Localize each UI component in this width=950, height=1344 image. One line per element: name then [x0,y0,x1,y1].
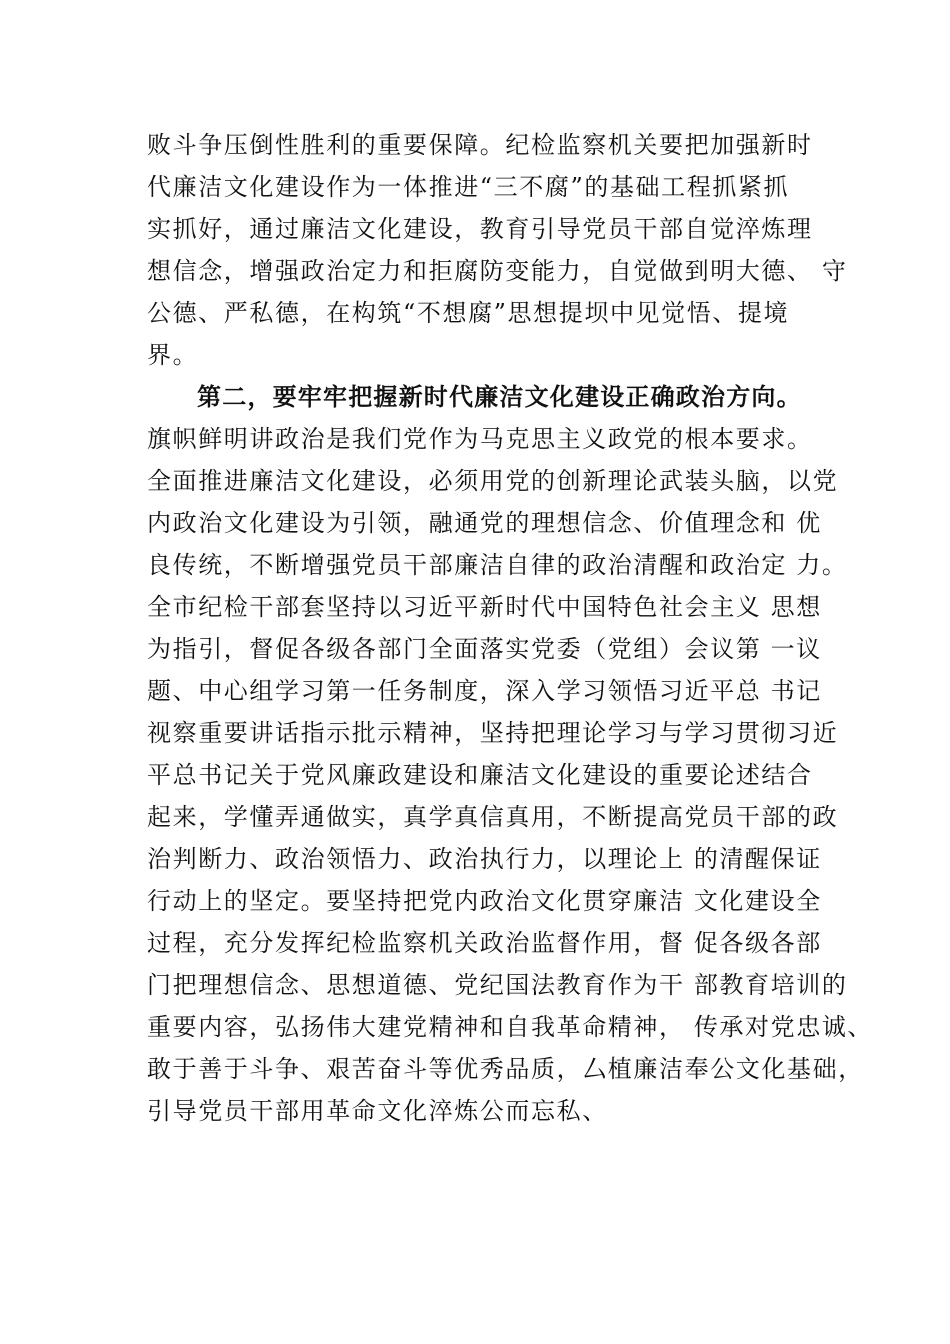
paragraph-line: 引导党员干部用革命文化淬炼公而忘私、 [147,1097,608,1125]
document-body [147,124,874,1132]
paragraph-line: 治判断力、政治领悟力、政治执行力，以理论上 的清醒保证 [147,845,822,873]
paragraph-line: 界。 [147,341,199,369]
paragraph-line: 内政治文化建设为引领，融通党的理想信念、价值理念和 优 [147,509,822,537]
section-heading: 第二，要牢牢把握新时代廉洁文化建设正确政治方向。 [197,382,802,411]
paragraph-line: 行动上的坚定。要坚持把党内政治文化贯穿廉洁 文化建设全 [147,887,822,915]
paragraph-line: 敢于善于斗争、艰苦奋斗等优秀品质，厶植廉洁奉公文化基础， [147,1055,864,1083]
paragraph-line: 门把理想信念、思想道德、党纪国法教育作为干 部教育培训的 [147,971,848,999]
paragraph-line: 公德、严私德，在构筑“不想腐”思想提坝中见觉悟、提境 [147,299,790,327]
paragraph-line: 全市纪检干部套坚持以习近平新时代中国特色社会主义 思想 [147,593,822,621]
paragraph-line: 题、中心组学习第一任务制度，深入学习领悟习近平总 书记 [147,677,822,705]
paragraph-line: 良传统，不断增强党员干部廉洁自律的政治清醒和政治定 力。 [147,551,848,579]
paragraph-line: 全面推进廉洁文化建设，必须用党的创新理论武装头脑，以党 [147,467,839,495]
paragraph-line: 过程，充分发挥纪检监察机关政治监督作用，督 促各级各部 [147,929,822,957]
paragraph-line: 视察重要讲话指示批示精神，坚持把理论学习与学习贯彻习近 [147,719,839,747]
paragraph-line: 败斗争压倒性胜利的重要保障。纪检监察机关要把加强新时 [147,131,813,159]
paragraph-line: 重要内容，弘扬伟大建党精神和自我革命精神， 传承对党忠诚、 [147,1013,874,1041]
paragraph-line: 平总书记关于党风廉政建设和廉洁文化建设的重要论述结合 [147,761,813,789]
paragraph-line: 为指引，督促各级各部门全面落实党委（党组）会议第 一议 [147,635,822,663]
paragraph-line: 实抓好，通过廉洁文化建设，教育引导党员干部自觉淬炼理 [147,215,813,243]
paragraph-line: 起来，学懂弄通做实，真学真信真用，不断提高党员干部的政 [147,803,839,831]
paragraph-line: 旗帜鲜明讲政治是我们党作为马克思主义政党的根本要求。 [147,425,813,453]
paragraph-line: 想信念，增强政治定力和拒腐防变能力，自觉做到明大德、 守 [147,257,848,285]
paragraph-line: 代廉洁文化建设作为一体推进“三不腐”的基础工程抓紧抓 [147,173,790,201]
